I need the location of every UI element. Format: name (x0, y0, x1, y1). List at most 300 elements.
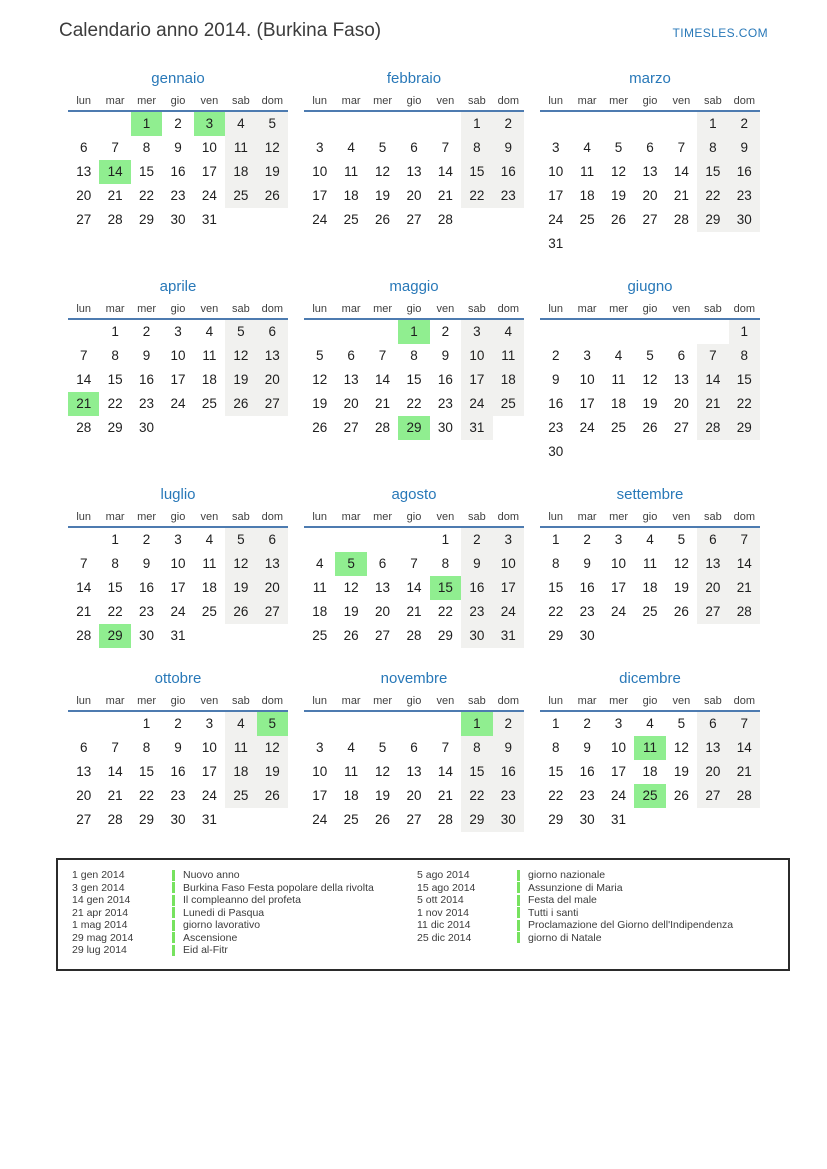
day-cell: 16 (579, 580, 595, 595)
day-cell: 4 (315, 556, 324, 571)
day-cell: 11 (611, 372, 626, 387)
weekday-label: sab (467, 511, 486, 523)
legend-date: 3 gen 2014 (72, 881, 125, 894)
day-cell: 28 (76, 420, 92, 435)
legend-date: 5 ago 2014 (417, 869, 470, 882)
day-cell: 31 (548, 236, 564, 251)
day-cell: 13 (343, 372, 359, 387)
month-aprile (68, 278, 288, 440)
weekday-header (540, 303, 760, 320)
day-cell: 15 (548, 580, 564, 595)
weekday-label: sab (467, 95, 486, 107)
holiday-marker-icon (172, 945, 175, 956)
day-grid (540, 528, 760, 648)
day-cell: 13 (76, 164, 92, 179)
day-cell: 30 (729, 208, 760, 232)
day-cell: 14 (406, 580, 422, 595)
day-cell: 7 (111, 740, 119, 755)
day-cell (666, 808, 697, 832)
day-cell: 20 (375, 604, 391, 619)
weekday-header (304, 95, 524, 112)
weekday-label: lun (312, 95, 328, 107)
page-header (0, 0, 827, 42)
legend-holiday-name: Assunzione di Maria (528, 881, 623, 894)
weekday-label: mer (373, 695, 393, 707)
day-cell: 8 (551, 556, 560, 571)
day-cell (634, 624, 665, 648)
day-cell (162, 416, 193, 440)
day-cell: 13 (406, 164, 422, 179)
weekday-label: dom (497, 511, 519, 523)
weekday-label: gio (170, 511, 186, 523)
legend-date: 29 mag 2014 (72, 931, 134, 944)
month-agosto (304, 486, 524, 648)
day-cell: 14 (673, 164, 689, 179)
day-cell: 21 (107, 188, 123, 203)
month-title-agosto[interactable]: agosto (391, 486, 437, 503)
day-cell: 5 (335, 552, 366, 576)
legend-holiday-name: giorno nazionale (528, 869, 606, 882)
month-gennaio (68, 70, 288, 232)
legend-entry (417, 882, 776, 895)
day-cell (68, 528, 99, 552)
legend-holiday-name: Eid al-Fitr (183, 944, 228, 957)
weekday-label: lun (312, 695, 328, 707)
day-cell: 8 (551, 740, 560, 755)
day-cell: 14 (76, 372, 92, 387)
holiday-marker-icon (517, 895, 520, 906)
weekday-label: ven (200, 303, 219, 315)
day-cell: 30 (461, 624, 492, 648)
day-cell (257, 808, 288, 832)
month-title-luglio[interactable]: luglio (160, 486, 196, 503)
day-cell: 12 (225, 552, 256, 576)
day-cell: 28 (437, 212, 453, 227)
weekday-header (68, 303, 288, 320)
day-cell: 26 (642, 420, 658, 435)
day-cell: 7 (441, 140, 450, 155)
day-cell: 6 (79, 740, 88, 755)
day-cell: 28 (729, 784, 760, 808)
day-cell: 12 (673, 740, 689, 755)
day-cell: 25 (642, 604, 658, 619)
day-cell: 23 (729, 184, 760, 208)
day-cell: 31 (611, 812, 627, 827)
day-cell: 22 (139, 788, 155, 803)
day-cell: 16 (170, 764, 186, 779)
day-cell: 15 (406, 372, 422, 387)
day-cell: 13 (697, 552, 728, 576)
month-title-gennaio[interactable]: gennaio (151, 70, 205, 87)
day-cell: 12 (611, 164, 627, 179)
day-grid (68, 112, 288, 232)
weekday-label: lun (312, 511, 328, 523)
weekday-header (304, 511, 524, 528)
month-title-giugno[interactable]: giugno (627, 278, 673, 295)
day-cell: 26 (257, 784, 288, 808)
day-cell: 18 (343, 188, 359, 203)
day-cell: 17 (611, 764, 627, 779)
legend-date: 1 nov 2014 (417, 906, 469, 919)
day-cell: 30 (170, 212, 186, 227)
day-cell: 2 (493, 112, 524, 136)
day-cell: 6 (677, 348, 686, 363)
month-febbraio (304, 70, 524, 232)
day-cell (225, 624, 256, 648)
day-cell: 29 (107, 420, 123, 435)
day-cell: 15 (697, 160, 728, 184)
weekday-label: sab (231, 303, 250, 315)
weekday-label: sab (231, 511, 250, 523)
day-cell: 24 (611, 604, 627, 619)
day-cell (367, 112, 398, 136)
weekday-label: mer (373, 95, 393, 107)
day-cell: 25 (225, 184, 256, 208)
holiday-marker-icon (172, 907, 175, 918)
day-cell: 24 (170, 604, 186, 619)
day-cell: 21 (375, 396, 391, 411)
day-cell: 1 (142, 716, 151, 731)
day-cell: 23 (139, 604, 155, 619)
day-cell: 26 (611, 212, 627, 227)
day-cell: 5 (646, 348, 654, 363)
weekday-label: ven (436, 695, 455, 707)
day-cell: 1 (111, 324, 119, 339)
weekday-label: mar (577, 695, 597, 707)
day-cell (493, 208, 524, 232)
day-cell: 26 (673, 788, 689, 803)
page-title: Calendario anno 2014. (Burkina Faso) (59, 20, 382, 41)
month-title-settembre[interactable]: settembre (616, 486, 684, 503)
day-cell: 5 (378, 140, 387, 155)
day-cell: 29 (548, 628, 564, 643)
weekday-label: mar (105, 303, 125, 315)
day-cell: 11 (580, 164, 595, 179)
day-cell: 7 (79, 556, 88, 571)
day-cell: 16 (139, 372, 155, 387)
day-cell: 9 (583, 556, 591, 571)
day-cell: 19 (375, 188, 391, 203)
day-cell: 17 (611, 580, 627, 595)
day-cell: 19 (225, 368, 256, 392)
weekday-label: ven (672, 511, 691, 523)
legend-holiday-name: Burkina Faso Festa popolare della rivolta (183, 881, 374, 894)
weekday-label: mer (609, 511, 629, 523)
month-title-marzo[interactable]: marzo (629, 70, 671, 87)
day-cell: 9 (493, 736, 524, 760)
day-cell: 27 (697, 600, 728, 624)
day-cell: 2 (142, 532, 151, 547)
day-cell: 18 (642, 764, 658, 779)
day-cell: 6 (79, 140, 88, 155)
day-cell: 10 (579, 372, 595, 387)
day-cell: 25 (634, 784, 665, 808)
day-cell (194, 416, 225, 440)
day-cell: 27 (257, 600, 288, 624)
day-cell: 24 (201, 188, 217, 203)
holiday-marker-icon (517, 907, 520, 918)
day-cell: 5 (677, 532, 686, 547)
day-grid (68, 712, 288, 832)
legend-date: 5 ott 2014 (417, 894, 464, 907)
day-cell (729, 624, 760, 648)
day-cell: 23 (493, 184, 524, 208)
day-cell: 13 (375, 580, 391, 595)
weekday-label: sab (231, 95, 250, 107)
day-cell: 17 (201, 164, 217, 179)
month-title-febbraio[interactable]: febbraio (386, 70, 442, 87)
day-cell: 15 (461, 160, 492, 184)
day-cell (335, 712, 366, 736)
day-cell (666, 624, 697, 648)
day-cell: 4 (225, 112, 256, 136)
day-cell: 28 (107, 812, 123, 827)
legend-holiday-name: Tutti i santi (528, 906, 579, 919)
weekday-label: lun (76, 95, 92, 107)
day-cell: 7 (729, 528, 760, 552)
day-cell: 7 (677, 140, 686, 155)
legend-entry (72, 919, 417, 932)
day-cell: 3 (315, 140, 324, 155)
day-cell: 15 (548, 764, 564, 779)
day-cell: 1 (461, 112, 492, 136)
day-cell: 17 (493, 576, 524, 600)
day-cell: 29 (99, 624, 130, 648)
day-cell: 7 (441, 740, 450, 755)
day-cell: 6 (347, 348, 355, 363)
weekday-label: gio (642, 95, 658, 107)
day-cell: 6 (697, 712, 728, 736)
day-cell: 28 (437, 812, 453, 827)
day-cell: 30 (579, 812, 595, 827)
day-cell: 29 (461, 808, 492, 832)
weekday-header (304, 303, 524, 320)
day-cell: 22 (139, 188, 155, 203)
day-cell: 2 (441, 324, 450, 339)
day-cell (540, 320, 571, 344)
day-cell: 3 (614, 716, 623, 731)
day-cell: 12 (257, 136, 288, 160)
day-cell: 13 (257, 552, 288, 576)
day-cell: 3 (315, 740, 324, 755)
day-cell: 23 (170, 788, 186, 803)
day-cell: 23 (493, 784, 524, 808)
day-cell: 24 (611, 788, 627, 803)
weekday-label: sab (703, 511, 722, 523)
weekday-label: mer (373, 511, 393, 523)
day-cell: 3 (583, 348, 591, 363)
legend-entry (72, 894, 417, 907)
day-cell: 17 (170, 580, 186, 595)
day-cell (666, 232, 697, 256)
day-cell: 2 (729, 112, 760, 136)
weekday-header (68, 511, 288, 528)
day-cell: 8 (441, 556, 450, 571)
day-cell: 8 (142, 740, 151, 755)
day-cell: 5 (378, 740, 387, 755)
month-dicembre (540, 670, 760, 832)
weekday-header (68, 695, 288, 712)
day-cell: 15 (139, 764, 155, 779)
weekday-label: gio (406, 695, 422, 707)
holiday-marker-icon (172, 882, 175, 893)
day-cell: 21 (107, 788, 123, 803)
day-cell: 19 (673, 580, 689, 595)
day-cell: 24 (579, 420, 595, 435)
day-cell (697, 440, 728, 464)
day-cell: 22 (729, 392, 760, 416)
day-cell: 16 (548, 396, 564, 411)
weekday-label: lun (548, 695, 564, 707)
day-cell: 5 (225, 320, 256, 344)
day-cell: 7 (79, 348, 88, 363)
day-cell: 20 (257, 368, 288, 392)
day-cell: 9 (142, 556, 151, 571)
day-cell (225, 208, 256, 232)
weekday-label: mar (577, 95, 597, 107)
day-cell: 20 (642, 188, 658, 203)
day-cell: 19 (257, 760, 288, 784)
holiday-marker-icon (172, 920, 175, 931)
day-cell: 25 (201, 396, 217, 411)
day-cell: 9 (174, 140, 182, 155)
weekday-label: dom (261, 95, 283, 107)
day-cell (367, 712, 398, 736)
day-cell: 5 (257, 112, 288, 136)
day-cell (99, 712, 130, 736)
day-cell: 16 (437, 372, 453, 387)
day-cell: 20 (406, 188, 422, 203)
day-cell: 10 (312, 764, 328, 779)
day-cell: 13 (257, 344, 288, 368)
day-cell: 23 (548, 420, 564, 435)
day-cell: 23 (461, 600, 492, 624)
weekday-label: sab (467, 303, 486, 315)
day-cell: 3 (614, 532, 623, 547)
day-cell: 11 (634, 736, 665, 760)
day-cell: 23 (579, 788, 595, 803)
day-cell: 2 (461, 528, 492, 552)
day-cell: 6 (378, 556, 387, 571)
day-cell: 27 (257, 392, 288, 416)
day-cell: 9 (583, 740, 591, 755)
day-cell (461, 208, 492, 232)
day-cell: 23 (437, 396, 453, 411)
site-link[interactable]: TIMESLES.COM (672, 26, 768, 40)
day-cell: 18 (493, 368, 524, 392)
legend-entry (72, 882, 417, 895)
day-cell (367, 528, 398, 552)
day-cell: 11 (344, 164, 359, 179)
day-cell: 21 (68, 392, 99, 416)
legend-entry (417, 869, 776, 882)
weekday-label: mer (609, 95, 629, 107)
day-cell: 9 (729, 136, 760, 160)
day-cell: 11 (225, 736, 256, 760)
day-cell: 28 (375, 420, 391, 435)
day-grid (304, 712, 524, 832)
day-cell: 26 (225, 392, 256, 416)
legend-entry (72, 869, 417, 882)
day-cell: 20 (697, 576, 728, 600)
weekday-label: gio (642, 695, 658, 707)
month-title-ottobre[interactable]: ottobre (154, 670, 202, 687)
month-title-novembre[interactable]: novembre (380, 670, 448, 687)
weekday-label: dom (733, 303, 755, 315)
legend-holiday-name: giorno lavorativo (183, 919, 261, 932)
day-cell: 25 (579, 212, 595, 227)
day-cell: 2 (174, 716, 182, 731)
month-title-maggio[interactable]: maggio (389, 278, 439, 295)
day-cell: 15 (107, 372, 123, 387)
day-cell: 24 (461, 392, 492, 416)
weekday-header (68, 95, 288, 112)
day-cell: 26 (257, 184, 288, 208)
month-title-aprile[interactable]: aprile (159, 278, 197, 295)
day-cell (430, 112, 461, 136)
day-cell: 2 (174, 116, 182, 131)
day-cell (304, 320, 335, 344)
day-cell (68, 112, 99, 136)
day-cell: 10 (493, 552, 524, 576)
day-cell: 14 (99, 160, 130, 184)
day-cell: 19 (257, 160, 288, 184)
day-cell: 4 (347, 740, 355, 755)
day-cell: 1 (461, 712, 492, 736)
day-cell: 22 (461, 784, 492, 808)
day-cell: 1 (551, 716, 560, 731)
day-cell: 6 (257, 528, 288, 552)
day-cell: 1 (729, 320, 760, 344)
legend-date: 25 dic 2014 (417, 931, 472, 944)
weekday-label: lun (548, 511, 564, 523)
weekday-label: mar (341, 95, 361, 107)
weekday-label: sab (467, 695, 486, 707)
legend-holiday-name: Proclamazione del Giorno dell'Indipendenza (528, 919, 734, 932)
day-cell: 18 (611, 396, 627, 411)
day-cell (225, 808, 256, 832)
day-cell: 7 (729, 712, 760, 736)
weekday-label: dom (261, 511, 283, 523)
day-cell: 22 (406, 396, 422, 411)
legend-date: 14 gen 2014 (72, 894, 131, 907)
legend-holiday-name: Il compleanno del profeta (183, 894, 301, 907)
day-cell: 18 (225, 760, 256, 784)
weekday-label: sab (231, 695, 250, 707)
day-cell: 21 (437, 188, 453, 203)
day-cell: 23 (170, 188, 186, 203)
weekday-label: lun (312, 303, 328, 315)
day-cell: 29 (139, 212, 155, 227)
day-cell: 18 (579, 188, 595, 203)
day-cell: 14 (107, 764, 123, 779)
day-cell (99, 112, 130, 136)
day-cell: 10 (611, 556, 627, 571)
day-cell: 9 (493, 136, 524, 160)
day-cell: 9 (174, 740, 182, 755)
day-cell (697, 624, 728, 648)
month-title-dicembre[interactable]: dicembre (619, 670, 681, 687)
weekday-label: gio (406, 95, 422, 107)
day-cell: 7 (410, 556, 418, 571)
day-cell: 3 (205, 716, 214, 731)
day-cell (571, 320, 602, 344)
day-cell: 25 (343, 212, 359, 227)
holiday-marker-icon (172, 932, 175, 943)
day-cell: 13 (406, 764, 422, 779)
month-ottobre (68, 670, 288, 832)
legend-entry (417, 894, 776, 907)
